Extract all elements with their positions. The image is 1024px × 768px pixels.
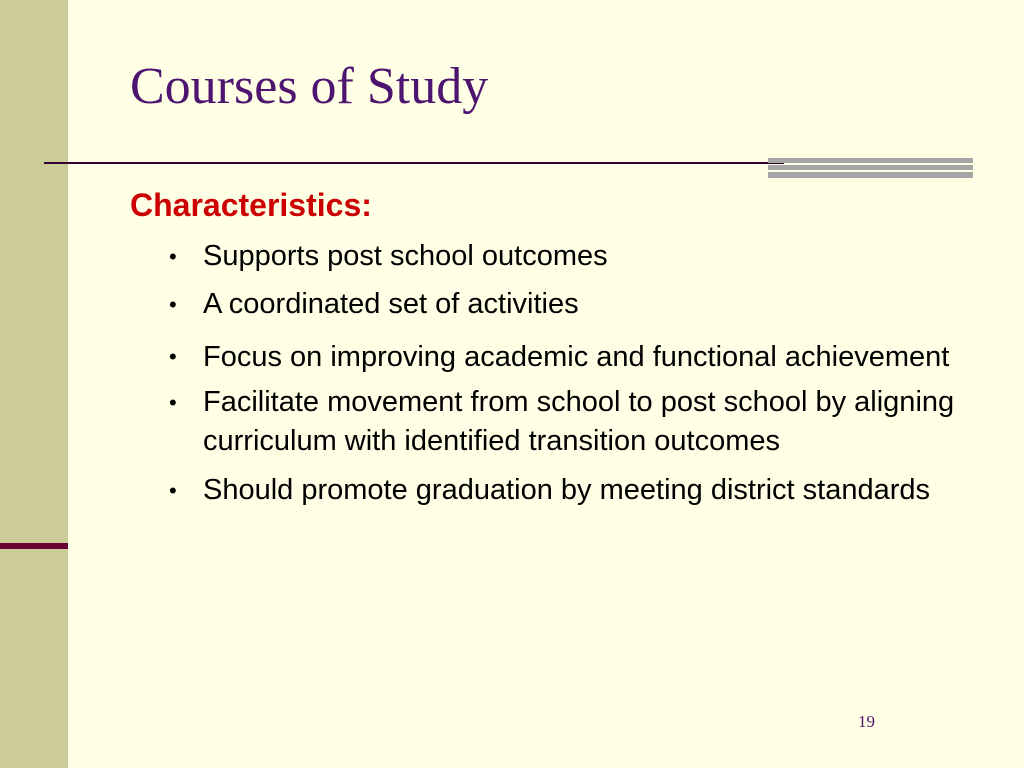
left-band-accent-stripe — [0, 543, 68, 549]
bullet-text: Supports post school outcomes — [203, 240, 608, 272]
decorative-gray-bar — [768, 172, 973, 178]
title-divider-line — [44, 162, 784, 164]
decorative-gray-bar — [768, 158, 973, 163]
decorative-gray-bar — [768, 165, 973, 170]
left-decorative-band — [0, 0, 68, 768]
bullet-dot-icon: • — [169, 344, 177, 369]
bullet-dot-icon: • — [169, 478, 177, 503]
bullet-text: Should promote graduation by meeting district standards — [203, 474, 931, 506]
bullet-text: Facilitate movement from school to post school by aligning curriculum with identified transition outcomes — [203, 386, 955, 457]
bullet-text: Focus on improving academic and functional achievement — [203, 341, 950, 373]
page-number: 19 — [858, 712, 875, 731]
bullet-item — [166, 284, 966, 325]
bullet-dot-icon: • — [169, 292, 177, 317]
bullet-item — [166, 332, 966, 382]
bullet-item — [166, 471, 966, 510]
bullet-list — [166, 236, 966, 510]
slide-title: Courses of Study — [130, 58, 489, 115]
bullet-dot-icon: • — [169, 390, 177, 415]
slide-subheading: Characteristics: — [130, 187, 372, 223]
bullet-item — [166, 236, 966, 277]
bullet-dot-icon: • — [169, 244, 177, 269]
bullet-item — [166, 383, 966, 461]
bullet-text: A coordinated set of activities — [203, 288, 579, 320]
